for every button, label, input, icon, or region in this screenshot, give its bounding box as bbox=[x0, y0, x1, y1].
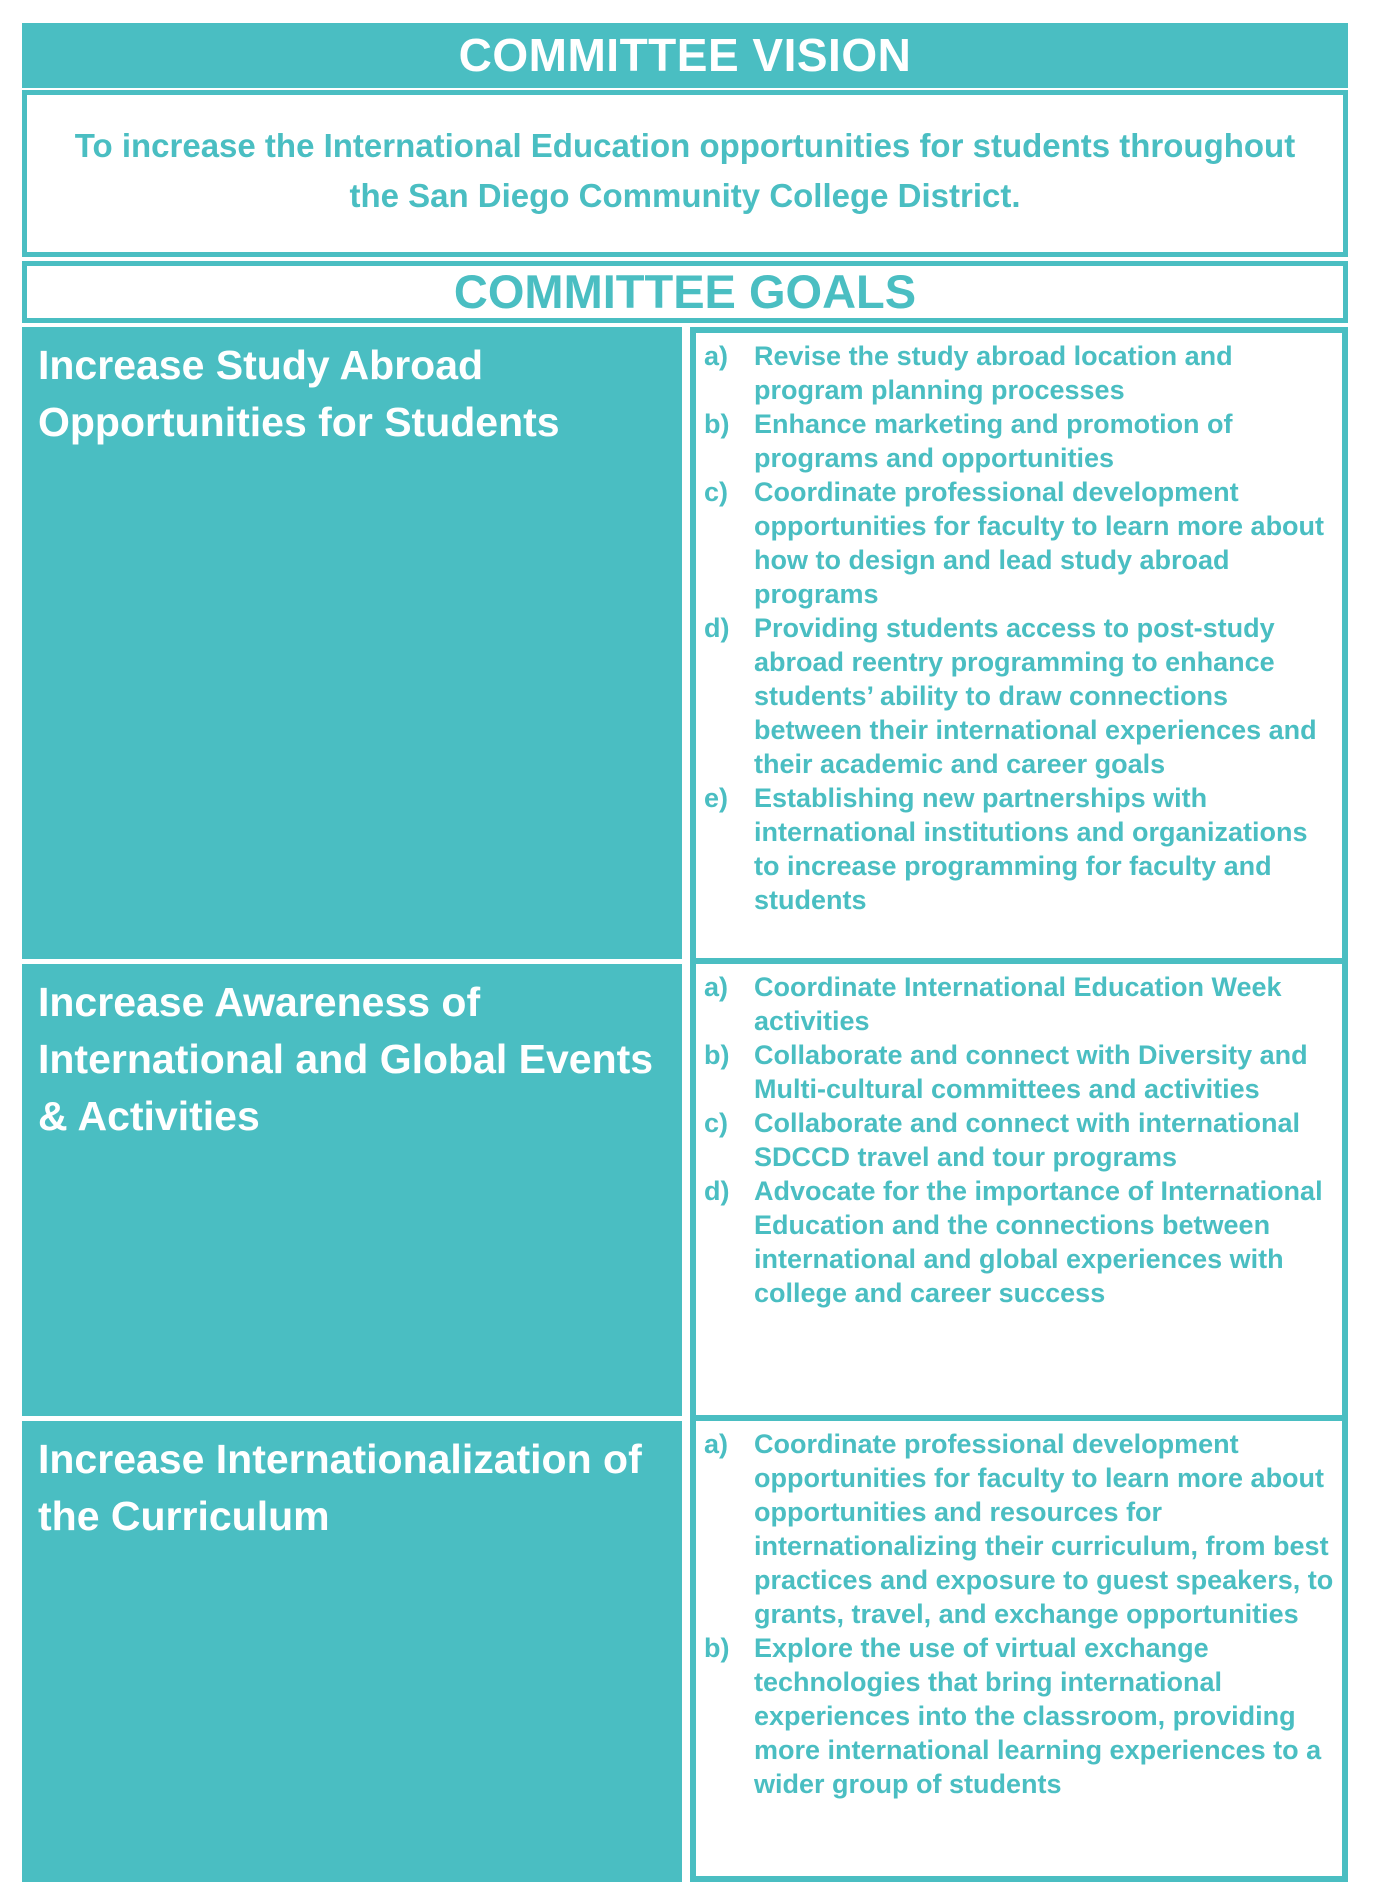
goal-item bbox=[704, 407, 1340, 475]
committee-document bbox=[22, 23, 1348, 1882]
goal-item-marker: b) bbox=[704, 1633, 730, 1663]
goal-item bbox=[704, 1174, 1340, 1310]
goal-item-marker: a) bbox=[704, 1429, 729, 1459]
goal-item bbox=[704, 1106, 1340, 1174]
goal-title-cell bbox=[22, 1421, 682, 1882]
goal-item-marker: c) bbox=[704, 477, 729, 507]
goal-item-text: Enhance marketing and promotion of programs and opportunities bbox=[754, 409, 1233, 473]
goal-item-text: Collaborate and connect with international SDCCD travel and tour programs bbox=[754, 1108, 1301, 1172]
goal-item-marker: c) bbox=[704, 1108, 729, 1138]
goals-header-title: COMMITTEE GOALS bbox=[453, 265, 917, 318]
goal-row bbox=[22, 964, 1348, 1421]
vision-header-bar bbox=[22, 23, 1348, 88]
goal-items-cell bbox=[690, 1421, 1348, 1882]
goal-item-text: Explore the use of virtual exchange technologies that bring international experiences into the classroom, providing more international learning experiences to a wider group of students bbox=[754, 1633, 1322, 1799]
goal-item bbox=[704, 781, 1340, 917]
goal-item bbox=[704, 970, 1340, 1038]
goal-item bbox=[704, 1427, 1340, 1631]
goal-item bbox=[704, 1631, 1340, 1801]
goal-item-marker: a) bbox=[704, 341, 729, 371]
goal-title: Increase Awareness of International and Global Events & Activities bbox=[38, 979, 654, 1139]
goal-item-text: Coordinate professional development opportunities for faculty to learn more about opportunities and resources for internationalizing their curriculum, from best practices and exposure to guest speakers, to grants, travel, and exchange opportunities bbox=[754, 1429, 1334, 1629]
vision-statement-text: To increase the International Education opportunities for students throughout the San Diego Community College District. bbox=[74, 127, 1296, 214]
column-gap bbox=[682, 964, 690, 1421]
column-gap bbox=[682, 327, 690, 964]
goal-item bbox=[704, 475, 1340, 611]
goal-items-cell bbox=[690, 327, 1348, 964]
goal-items-cell bbox=[690, 964, 1348, 1421]
goal-item-text: Establishing new partnerships with international institutions and organizations to increase programming for faculty and students bbox=[754, 783, 1308, 915]
goal-item-text: Coordinate professional development opportunities for faculty to learn more about how to design and lead study abroad programs bbox=[754, 477, 1325, 609]
goal-item bbox=[704, 1038, 1340, 1106]
goal-row bbox=[22, 327, 1348, 964]
goal-item-text: Coordinate International Education Week activities bbox=[754, 972, 1282, 1036]
vision-header-title: COMMITTEE VISION bbox=[458, 29, 912, 81]
goal-title: Increase Internationalization of the Curriculum bbox=[38, 1436, 642, 1539]
vision-statement-box bbox=[22, 90, 1348, 257]
goal-row bbox=[22, 1421, 1348, 1882]
goal-item-marker: e) bbox=[704, 783, 729, 813]
goal-item-marker: a) bbox=[704, 972, 729, 1002]
goal-item-text: Collaborate and connect with Diversity and Multi-cultural committees and activities bbox=[754, 1040, 1308, 1104]
goal-item-text: Advocate for the importance of International Education and the connections between international and global experiences with college and career success bbox=[754, 1176, 1323, 1308]
goal-title-cell bbox=[22, 964, 682, 1421]
goal-item-marker: b) bbox=[704, 409, 730, 439]
goal-item bbox=[704, 611, 1340, 781]
goal-item-marker: d) bbox=[704, 613, 730, 643]
goal-item bbox=[704, 339, 1340, 407]
goal-title-cell bbox=[22, 327, 682, 964]
column-gap bbox=[682, 1421, 690, 1882]
goal-item-text: Revise the study abroad location and program planning processes bbox=[754, 341, 1233, 405]
goals-table bbox=[22, 327, 1348, 1882]
goal-item-marker: d) bbox=[704, 1176, 730, 1206]
goal-title: Increase Study Abroad Opportunities for Students bbox=[38, 342, 560, 445]
goal-item-marker: b) bbox=[704, 1040, 730, 1070]
goals-header-box bbox=[22, 261, 1348, 323]
goal-item-text: Providing students access to post-study abroad reentry programming to enhance students’ ability to draw connections between their international experiences and their academic and career goals bbox=[754, 613, 1317, 779]
